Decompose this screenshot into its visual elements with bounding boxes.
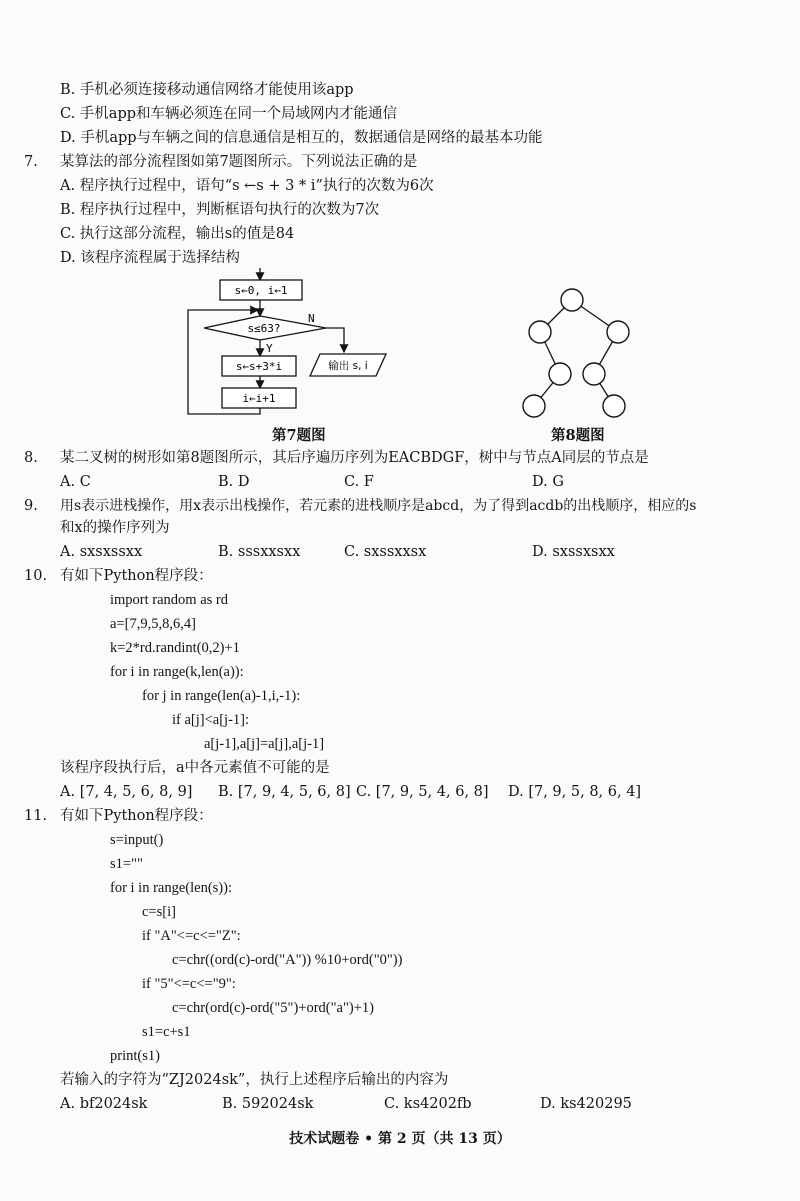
q11-code-line: s1=c+s1 xyxy=(142,1024,191,1040)
q8-option-a: A. C xyxy=(60,474,91,490)
q11-code-line: s1="" xyxy=(110,856,143,872)
q7-number: 7. xyxy=(24,154,38,170)
q7-flowchart xyxy=(180,268,400,418)
q10-code-line: for i in range(k,len(a)): xyxy=(110,664,244,680)
q10-code-line: k=2*rd.randint(0,2)+1 xyxy=(110,640,240,656)
q11-question: 若输入的字符为“ZJ2024sk”，执行上述程序后输出的内容为 xyxy=(60,1072,449,1088)
q11-option-a: A. bf2024sk xyxy=(60,1096,148,1112)
q11-code-line: c=chr(ord(c)-ord("5")+ord("a")+1) xyxy=(172,1000,374,1016)
q9-stem-line2: 和x的操作序列为 xyxy=(60,520,170,536)
q11-code-line: for i in range(len(s)): xyxy=(110,880,232,896)
tree-node-l2-left xyxy=(549,363,571,385)
flow-no-label: N xyxy=(308,312,315,325)
q11-code-line: c=chr((ord(c)-ord("A")) %10+ord("0")) xyxy=(172,952,403,968)
q10-code-line: import random as rd xyxy=(110,592,228,608)
q7-figure-caption: 第7题图 xyxy=(272,427,326,444)
q10-question: 该程序段执行后，a中各元素值不可能的是 xyxy=(60,760,330,776)
q11-code-line: print(s1) xyxy=(110,1048,160,1064)
page-footer: 技术试题卷 • 第 2 页（共 13 页） xyxy=(289,1131,511,1147)
q7-option-c: C. 执行这部分流程，输出s的值是84 xyxy=(60,226,295,242)
q11-code-line: c=s[i] xyxy=(142,904,176,920)
q10-stem: 有如下Python程序段： xyxy=(60,568,213,584)
q10-option-c: C. [7, 9, 5, 4, 6, 8] xyxy=(356,784,489,800)
q9-stem-line1: 用s表示进栈操作，用x表示出栈操作，若元素的进栈顺序是abcd，为了得到acdb的出栈顺序，相应的s xyxy=(60,498,697,514)
q9-option-c: C. sxssxxsx xyxy=(344,544,427,560)
q8-figure-caption: 第8题图 xyxy=(551,427,605,444)
flow-body2-text: i←i+1 xyxy=(242,392,276,405)
q10-code-line: for j in range(len(a)-1,i,-1): xyxy=(142,688,301,704)
q11-code-line: if "5"<=c<="9": xyxy=(142,976,236,992)
q6-option-d: D. 手机app与车辆之间的信息通信是相互的，数据通信是网络的最基本功能 xyxy=(60,130,543,146)
q10-option-b: B. [7, 9, 4, 5, 6, 8] xyxy=(218,784,351,800)
q10-option-d: D. [7, 9, 5, 8, 6, 4] xyxy=(508,784,642,800)
q6-option-b: B. 手机必须连接移动通信网络才能使用该app xyxy=(60,82,354,98)
flow-output-text: 输出 s, i xyxy=(328,360,368,372)
flow-init-text: s←0, i←1 xyxy=(234,284,288,297)
q11-option-d: D. ks420295 xyxy=(540,1096,632,1112)
q8-option-d: D. G xyxy=(532,474,564,490)
q11-option-c: C. ks4202fb xyxy=(384,1096,472,1112)
q8-binary-tree xyxy=(510,280,650,430)
q7-option-d: D. 该程序流程属于选择结构 xyxy=(60,250,240,266)
q7-option-b: B. 程序执行过程中，判断框语句执行的次数为7次 xyxy=(60,202,380,218)
q8-option-c: C. F xyxy=(344,474,374,490)
tree-node-l2-right xyxy=(583,363,605,385)
q10-code-line: a=[7,9,5,8,6,4] xyxy=(110,616,196,632)
q10-code-line: if a[j]<a[j-1]: xyxy=(172,712,250,728)
tree-node-l3-right xyxy=(603,395,625,417)
q11-option-b: B. 592024sk xyxy=(222,1096,314,1112)
q11-stem: 有如下Python程序段： xyxy=(60,808,213,824)
q6-option-c: C. 手机app和车辆必须连在同一个局域网内才能通信 xyxy=(60,106,398,122)
q10-number: 10. xyxy=(24,568,48,584)
q7-stem: 某算法的部分流程图如第7题图所示。下列说法正确的是 xyxy=(60,154,418,170)
q10-option-a: A. [7, 4, 5, 6, 8, 9] xyxy=(60,784,193,800)
flow-cond-text: s≤63? xyxy=(247,322,281,335)
tree-node-l1-left xyxy=(529,321,551,343)
q8-stem: 某二叉树的树形如第8题图所示，其后序遍历序列为EACBDGF，树中与节点A同层的节点是 xyxy=(60,450,649,466)
flow-body1-text: s←s+3*i xyxy=(235,360,283,373)
q11-code-line: s=input() xyxy=(110,832,164,848)
q9-option-b: B. sssxxsxx xyxy=(218,544,301,560)
tree-node-l3-left xyxy=(523,395,545,417)
q7-option-a: A. 程序执行过程中，语句“s ←s + 3 * i”执行的次数为6次 xyxy=(60,178,434,194)
q11-code-line: if "A"<=c<="Z": xyxy=(142,928,241,944)
q9-option-d: D. sxssxsxx xyxy=(532,544,615,560)
q10-code-line: a[j-1],a[j]=a[j],a[j-1] xyxy=(204,736,325,752)
q11-number: 11. xyxy=(24,808,48,824)
q8-number: 8. xyxy=(24,450,38,466)
tree-node-root xyxy=(561,289,583,311)
q9-number: 9. xyxy=(24,498,38,514)
flow-yes-label: Y xyxy=(266,342,273,355)
q8-option-b: B. D xyxy=(218,474,250,490)
tree-node-l1-right xyxy=(607,321,629,343)
q9-option-a: A. sxsxssxx xyxy=(60,544,143,560)
